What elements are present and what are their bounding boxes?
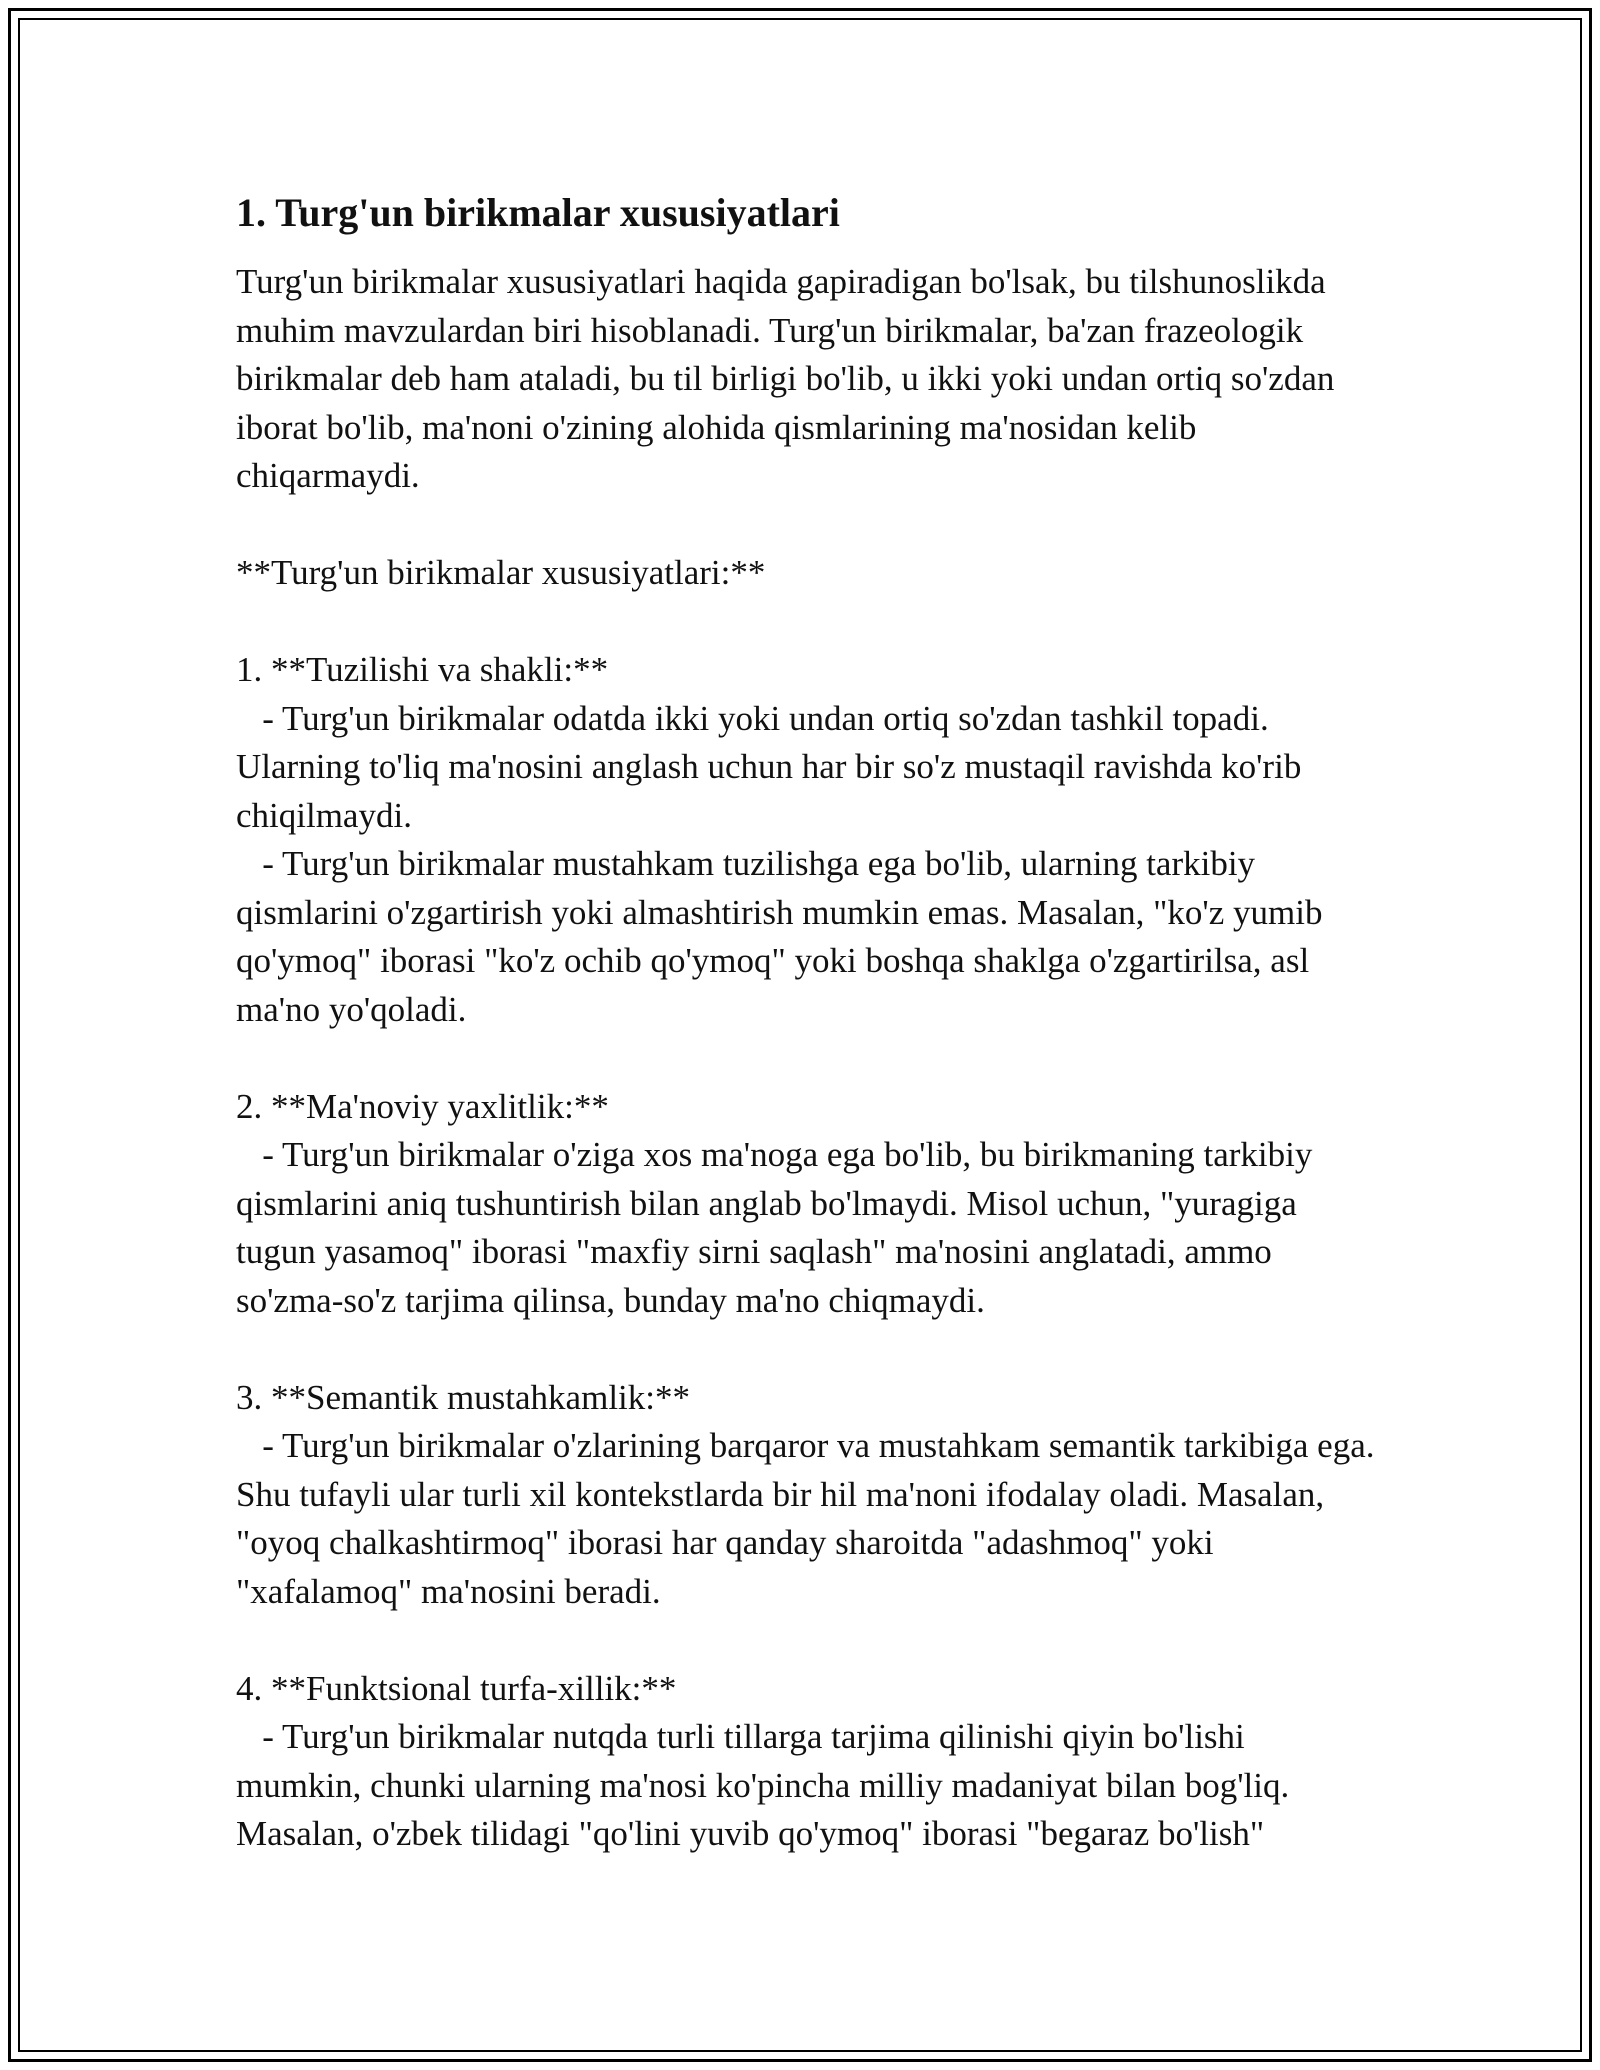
section-2-point-1: - Turg'un birikmalar o'ziga xos ma'noga ega bo'lib, bu birikmaning tarkibiy qismlarini aniq tushuntirish bilan anglab bo'lmaydi. Misol uchun, "yuragiga tugun yasamoq" iborasi "maxfiy sirni saqlash" ma'nosini anglatadi, ammo so'zma-so'z tarjima qilinsa, bunday ma'no chiqmaydi. [236, 1135, 1322, 1320]
section-4-point-1: - Turg'un birikmalar nutqda turli tillarga tarjima qilinishi qiyin bo'lishi mumkin, chunki ularning ma'nosi ko'pincha milliy madaniyat bilan bog'liq. Masalan, o'zbek tilidagi "qo'lini yuvib qo'ymoq" iborasi "begaraz bo'lish" [236, 1717, 1298, 1853]
paragraph-gap [236, 598, 1376, 647]
section-heading-4: 4. **Funktsional turfa-xillik:** [236, 1668, 677, 1708]
section-heading-2: 2. **Ma'noviy yaxlitlik:** [236, 1086, 609, 1126]
paragraph-gap [236, 1325, 1376, 1374]
paragraph-gap [236, 1034, 1376, 1083]
document-title: 1. Turg'un birikmalar xususiyatlari [236, 190, 840, 235]
section-1-point-1: - Turg'un birikmalar odatda ikki yoki undan ortiq so'zdan tashkil topadi. Ularning to'liq ma'nosini anglash uchun har bir so'z mustaqil ravishda ko'rib chiqilmaydi. [236, 698, 1311, 835]
section-heading-3: 3. **Semantik mustahkamlik:** [236, 1377, 690, 1417]
paragraph-gap [236, 501, 1376, 550]
section-1-point-2: - Turg'un birikmalar mustahkam tuzilishga ega bo'lib, ularning tarkibiy qismlarini o'zgartirish yoki almashtirish mumkin emas. Masalan, "ko'z yumib qo'ymoq" iborasi "ko'z ochib qo'ymoq" yoki boshqa shaklga o'zgartirilsa, asl ma'no yo'qoladi. [236, 844, 1332, 1029]
intro-paragraph: Turg'un birikmalar xususiyatlari haqida gapiradigan bo'lsak, bu tilshunoslikda muhim mavzulardan biri hisoblanadi. Turg'un birikmalar, ba'zan frazeologik birikmalar deb ham ataladi, bu til birligi bo'lib, u ikki yoki undan ortiq so'zdan iborat bo'lib, ma'noni o'zining alohida qismlarining ma'nosidan kelib chiqarmaydi. [236, 262, 1344, 495]
paragraph-gap [236, 1616, 1376, 1665]
section-heading-1: 1. **Tuzilishi va shakli:** [236, 650, 609, 689]
subheading: **Turg'un birikmalar xususiyatlari:** [236, 553, 766, 592]
section-3-point-1: - Turg'un birikmalar o'zlarining barqaror va mustahkam semantik tarkibiga ega. Shu tufayli ular turli xil kontekstlarda bir hil ma'noni ifodalay oladi. Masalan, "oyoq chalkashtirmoq" iborasi har qanday sharoitda "adashmoq" yoki "xafalamoq" ma'nosini beradi. [236, 1426, 1384, 1611]
document-body [236, 188, 1384, 1859]
